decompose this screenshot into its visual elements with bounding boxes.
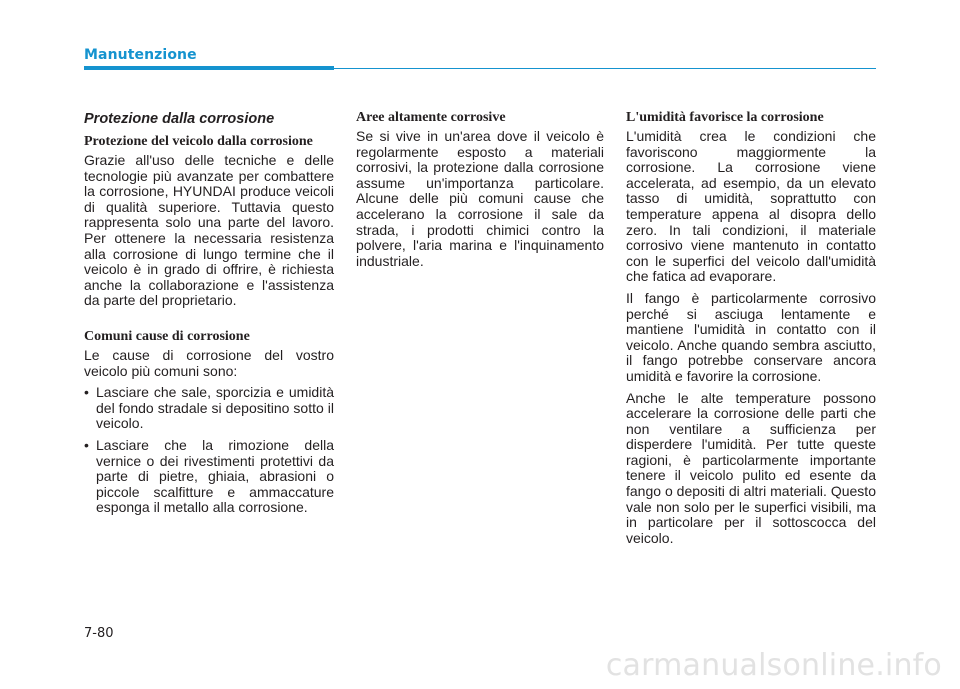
paragraph-vehicle-protection: Grazie all'uso delle tecniche e delle tecnologie più avanzate per combattere la corrosione, HYUNDAI produce veicoli di qualità superiore. Tuttavia questo rappresenta solo una parte del lavoro. Per ottenere la necessaria resistenza alla corrosione di lungo termine che il veicolo è in grado di offrire, è richiesta anche la collaborazione e l'assistenza da parte del proprietario. (84, 152, 334, 309)
paragraph-humidity: L'umidità crea le condizioni che favoriscono maggiormente la corrosione. La corrosione viene accelerata, ad esempio, da un elevato tasso di umidità, soprattutto con temperature appena al disopra dello zero. In tali condizioni, il materiale corrosivo viene mantenuto in contatto con le superfici del veicolo dall'umidità che fatica ad evaporare. (626, 128, 876, 285)
bullet-icon: • (84, 384, 89, 401)
main-heading: Protezione dalla corrosione (84, 111, 275, 127)
heading-humidity: L'umidità favorisce la corrosione (626, 110, 824, 125)
header-rule-thick (84, 66, 334, 70)
causes-list (84, 385, 334, 516)
paragraph-common-causes: Le cause di corrosione del vostro veicolo più comuni sono: (84, 346, 334, 379)
list-item-text: Lasciare che sale, sporcizia e umidità del fondo stradale si depositino sotto il veicolo. (96, 384, 334, 432)
heading-vehicle-protection: Protezione del veicolo dalla corrosione (84, 134, 313, 149)
list-item-text: Lasciare che la rimozione della vernice o dei rivestimenti protettivi da parte di pietre, ghiaia, abrasioni o piccole scalfitture e ammaccature esponga il metallo alla corrosione. (96, 436, 334, 516)
paragraph-corrosive-areas: Se si vive in un'area dove il veicolo è regolarmente esposto a materiali corrosivi, la protezione dalla corrosione assume un'importanza particolare. Alcune delle più comuni cause che accelerano la corrosione il sale da strada, i prodotti chimici contro la polvere, l'aria marina e l'inquinamento industriale. (356, 128, 604, 269)
column-middle (356, 110, 604, 275)
header-rule-thin (334, 68, 876, 69)
section-title: Manutenzione (84, 47, 197, 63)
list-item (84, 438, 334, 516)
paragraph-high-temperatures: Anche le alte temperature possono accelerare la corrosione delle parti che non ventilare a sufficienza per disperdere l'umidità. Per tutte queste ragioni, è particolarmente importante tenere il veicolo pulito ed esente da fango o depositi di altri materiali. Questo vale non solo per le superfici visibili, ma in particolare per il sottoscocca del veicolo. (626, 389, 876, 546)
column-left (84, 110, 334, 522)
paragraph-mud: Il fango è particolarmente corrosivo perché si asciuga lentamente e mantiene l'umidità in contatto con il veicolo. Anche quando sembra asciutto, il fango potrebbe conservare ancora umidità e favorire la corrosione. (626, 289, 876, 384)
watermark: carmanualsonline.info (605, 648, 942, 683)
heading-corrosive-areas: Aree altamente corrosive (356, 110, 506, 125)
heading-common-causes: Comuni cause di corrosione (84, 328, 250, 344)
bullet-icon: • (84, 436, 89, 453)
column-right (626, 110, 876, 552)
list-item (84, 385, 334, 432)
page-number: 7-80 (84, 626, 114, 641)
